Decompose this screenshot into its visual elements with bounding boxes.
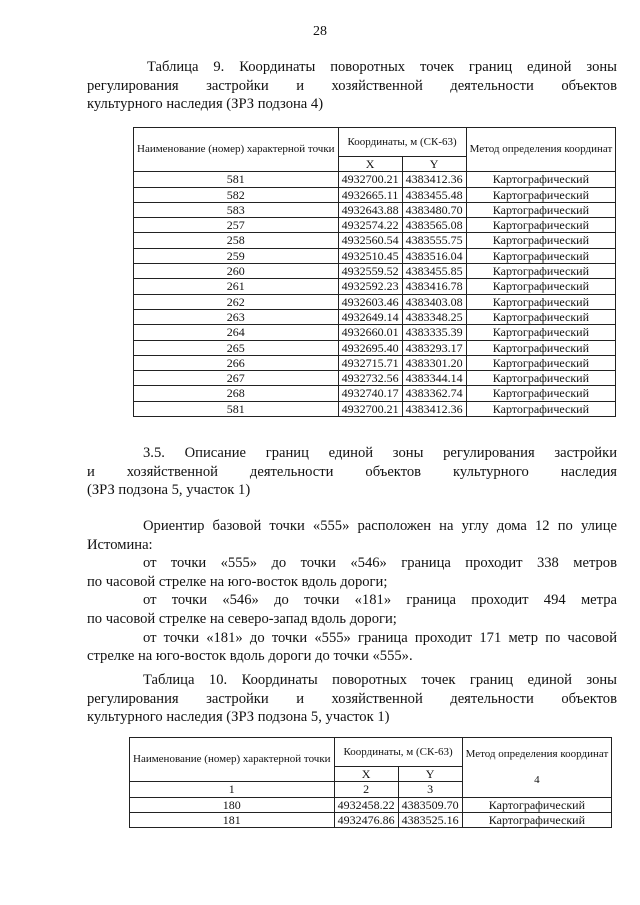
caption-line: Таблица 10. Координаты поворотных точек границ единой зоны — [143, 672, 617, 688]
cell-point: 268 — [134, 386, 339, 401]
cell-point: 262 — [134, 294, 339, 309]
cell-y: 4383348.25 — [402, 309, 466, 324]
cell-y: 4383403.08 — [402, 294, 466, 309]
table-row — [134, 248, 616, 263]
cell-point: 257 — [134, 218, 339, 233]
heading-line: (ЗРЗ подзона 5, участок 1) — [87, 482, 251, 499]
cell-method: Картографический — [466, 309, 616, 324]
cell-x: 4932660.01 — [338, 325, 402, 340]
header-method-text: Метод определения координат — [465, 747, 609, 760]
paragraph-line: Истомина: — [87, 536, 153, 553]
cell-method: Картографический — [466, 187, 616, 202]
paragraph-line: от точки «181» до точки «555» граница проходит 171 метр по часовой — [143, 629, 617, 646]
header-method: Метод определения координат — [466, 128, 616, 172]
cell-x: 4932695.40 — [338, 340, 402, 355]
table9-caption — [87, 58, 617, 114]
table9 — [133, 127, 616, 417]
cell-x: 4932476.86 — [334, 812, 398, 827]
cell-x: 4932715.71 — [338, 355, 402, 370]
cell-x: 4932559.52 — [338, 264, 402, 279]
cell-y: 4383335.39 — [402, 325, 466, 340]
table10-caption — [87, 671, 617, 727]
cell-point: 583 — [134, 202, 339, 217]
cell-method: Картографический — [466, 355, 616, 370]
heading-line: 3.5. Описание границ единой зоны регулирования застройки — [143, 445, 617, 461]
cell-point: 180 — [130, 797, 335, 812]
header-x: X — [338, 157, 402, 172]
index-3: 3 — [398, 782, 462, 797]
cell-method: Картографический — [466, 401, 616, 416]
table-row — [134, 294, 616, 309]
heading-line: и хозяйственной деятельности объектов культурного наследия — [87, 463, 617, 480]
cell-point: 581 — [134, 401, 339, 416]
cell-method: Картографический — [466, 248, 616, 263]
cell-y: 4383416.78 — [402, 279, 466, 294]
paragraph-line: стрелке на юго-восток вдоль дороги до точки «555». — [87, 648, 413, 665]
cell-point: 265 — [134, 340, 339, 355]
cell-method: Картографический — [462, 797, 612, 812]
cell-method: Картографический — [466, 218, 616, 233]
cell-method: Картографический — [466, 294, 616, 309]
table10 — [129, 737, 612, 828]
header-y: Y — [402, 157, 466, 172]
header-coords: Координаты, м (СК-63) — [334, 738, 462, 767]
cell-x: 4932510.45 — [338, 248, 402, 263]
table-row — [130, 797, 612, 812]
cell-x: 4932603.46 — [338, 294, 402, 309]
cell-x: 4932643.88 — [338, 202, 402, 217]
header-point: Наименование (номер) характерной точки — [130, 738, 335, 782]
cell-method: Картографический — [466, 233, 616, 248]
caption-line: регулирования застройки и хозяйственной деятельности объектов — [87, 690, 617, 707]
paragraph-line: от точки «546» до точки «181» граница проходит 494 метра — [143, 592, 617, 609]
cell-x: 4932665.11 — [338, 187, 402, 202]
cell-x: 4932458.22 — [334, 797, 398, 812]
caption-line: культурного наследия (ЗРЗ подзона 4) — [87, 96, 324, 113]
header-method — [462, 738, 612, 798]
cell-y: 4383555.75 — [402, 233, 466, 248]
header-point: Наименование (номер) характерной точки — [134, 128, 339, 172]
cell-x: 4932649.14 — [338, 309, 402, 324]
header-x: X — [334, 767, 398, 782]
cell-x: 4932560.54 — [338, 233, 402, 248]
index-4: 4 — [534, 773, 540, 786]
cell-method: Картографический — [466, 325, 616, 340]
table-row — [134, 187, 616, 202]
paragraph-line: по часовой стрелке на северо-запад вдоль дороги; — [87, 610, 397, 627]
cell-point: 259 — [134, 248, 339, 263]
cell-method: Картографический — [466, 371, 616, 386]
caption-line: культурного наследия (ЗРЗ подзона 5, участок 1) — [87, 709, 390, 726]
table-row — [134, 279, 616, 294]
cell-point: 264 — [134, 325, 339, 340]
cell-y: 4383412.36 — [402, 172, 466, 187]
caption-line: регулирования застройки и хозяйственной деятельности объектов — [87, 77, 617, 94]
paragraph-line: от точки «555» до точки «546» граница проходит 338 метров — [143, 555, 617, 572]
cell-method: Картографический — [466, 202, 616, 217]
cell-point: 261 — [134, 279, 339, 294]
cell-y: 4383516.04 — [402, 248, 466, 263]
cell-y: 4383455.48 — [402, 187, 466, 202]
cell-point: 266 — [134, 355, 339, 370]
cell-x: 4932732.56 — [338, 371, 402, 386]
cell-y: 4383301.20 — [402, 355, 466, 370]
cell-method: Картографический — [462, 812, 612, 827]
table-row — [134, 325, 616, 340]
table-row — [134, 386, 616, 401]
cell-method: Картографический — [466, 264, 616, 279]
cell-x: 4932700.21 — [338, 401, 402, 416]
table-row — [134, 309, 616, 324]
paragraph-line: по часовой стрелке на юго-восток вдоль дороги; — [87, 573, 388, 590]
cell-y: 4383509.70 — [398, 797, 462, 812]
header-coords: Координаты, м (СК-63) — [338, 128, 466, 157]
table-row — [134, 401, 616, 416]
cell-y: 4383412.36 — [402, 401, 466, 416]
section-text — [87, 517, 617, 666]
cell-point: 263 — [134, 309, 339, 324]
section-heading — [87, 444, 617, 500]
index-1: 1 — [130, 782, 335, 797]
cell-method: Картографический — [466, 172, 616, 187]
cell-point: 267 — [134, 371, 339, 386]
cell-point: 581 — [134, 172, 339, 187]
cell-method: Картографический — [466, 386, 616, 401]
table-row — [134, 264, 616, 279]
table-row — [134, 218, 616, 233]
header-y: Y — [398, 767, 462, 782]
table-row — [134, 202, 616, 217]
cell-x: 4932740.17 — [338, 386, 402, 401]
cell-y: 4383344.14 — [402, 371, 466, 386]
table-row — [134, 371, 616, 386]
cell-y: 4383525.16 — [398, 812, 462, 827]
cell-x: 4932592.23 — [338, 279, 402, 294]
table-row — [134, 355, 616, 370]
caption-line: Таблица 9. Координаты поворотных точек границ единой зоны — [147, 59, 617, 75]
table-row — [134, 172, 616, 187]
table-row — [134, 340, 616, 355]
cell-point: 260 — [134, 264, 339, 279]
cell-y: 4383565.08 — [402, 218, 466, 233]
cell-x: 4932574.22 — [338, 218, 402, 233]
index-2: 2 — [334, 782, 398, 797]
cell-y: 4383293.17 — [402, 340, 466, 355]
cell-point: 181 — [130, 812, 335, 827]
table-row — [130, 812, 612, 827]
cell-x: 4932700.21 — [338, 172, 402, 187]
cell-method: Картографический — [466, 340, 616, 355]
cell-point: 582 — [134, 187, 339, 202]
cell-y: 4383455.85 — [402, 264, 466, 279]
cell-y: 4383362.74 — [402, 386, 466, 401]
table-row — [134, 233, 616, 248]
page-number: 28 — [313, 24, 327, 39]
cell-y: 4383480.70 — [402, 202, 466, 217]
cell-method: Картографический — [466, 279, 616, 294]
cell-point: 258 — [134, 233, 339, 248]
paragraph-line: Ориентир базовой точки «555» расположен на углу дома 12 по улице — [143, 518, 617, 534]
